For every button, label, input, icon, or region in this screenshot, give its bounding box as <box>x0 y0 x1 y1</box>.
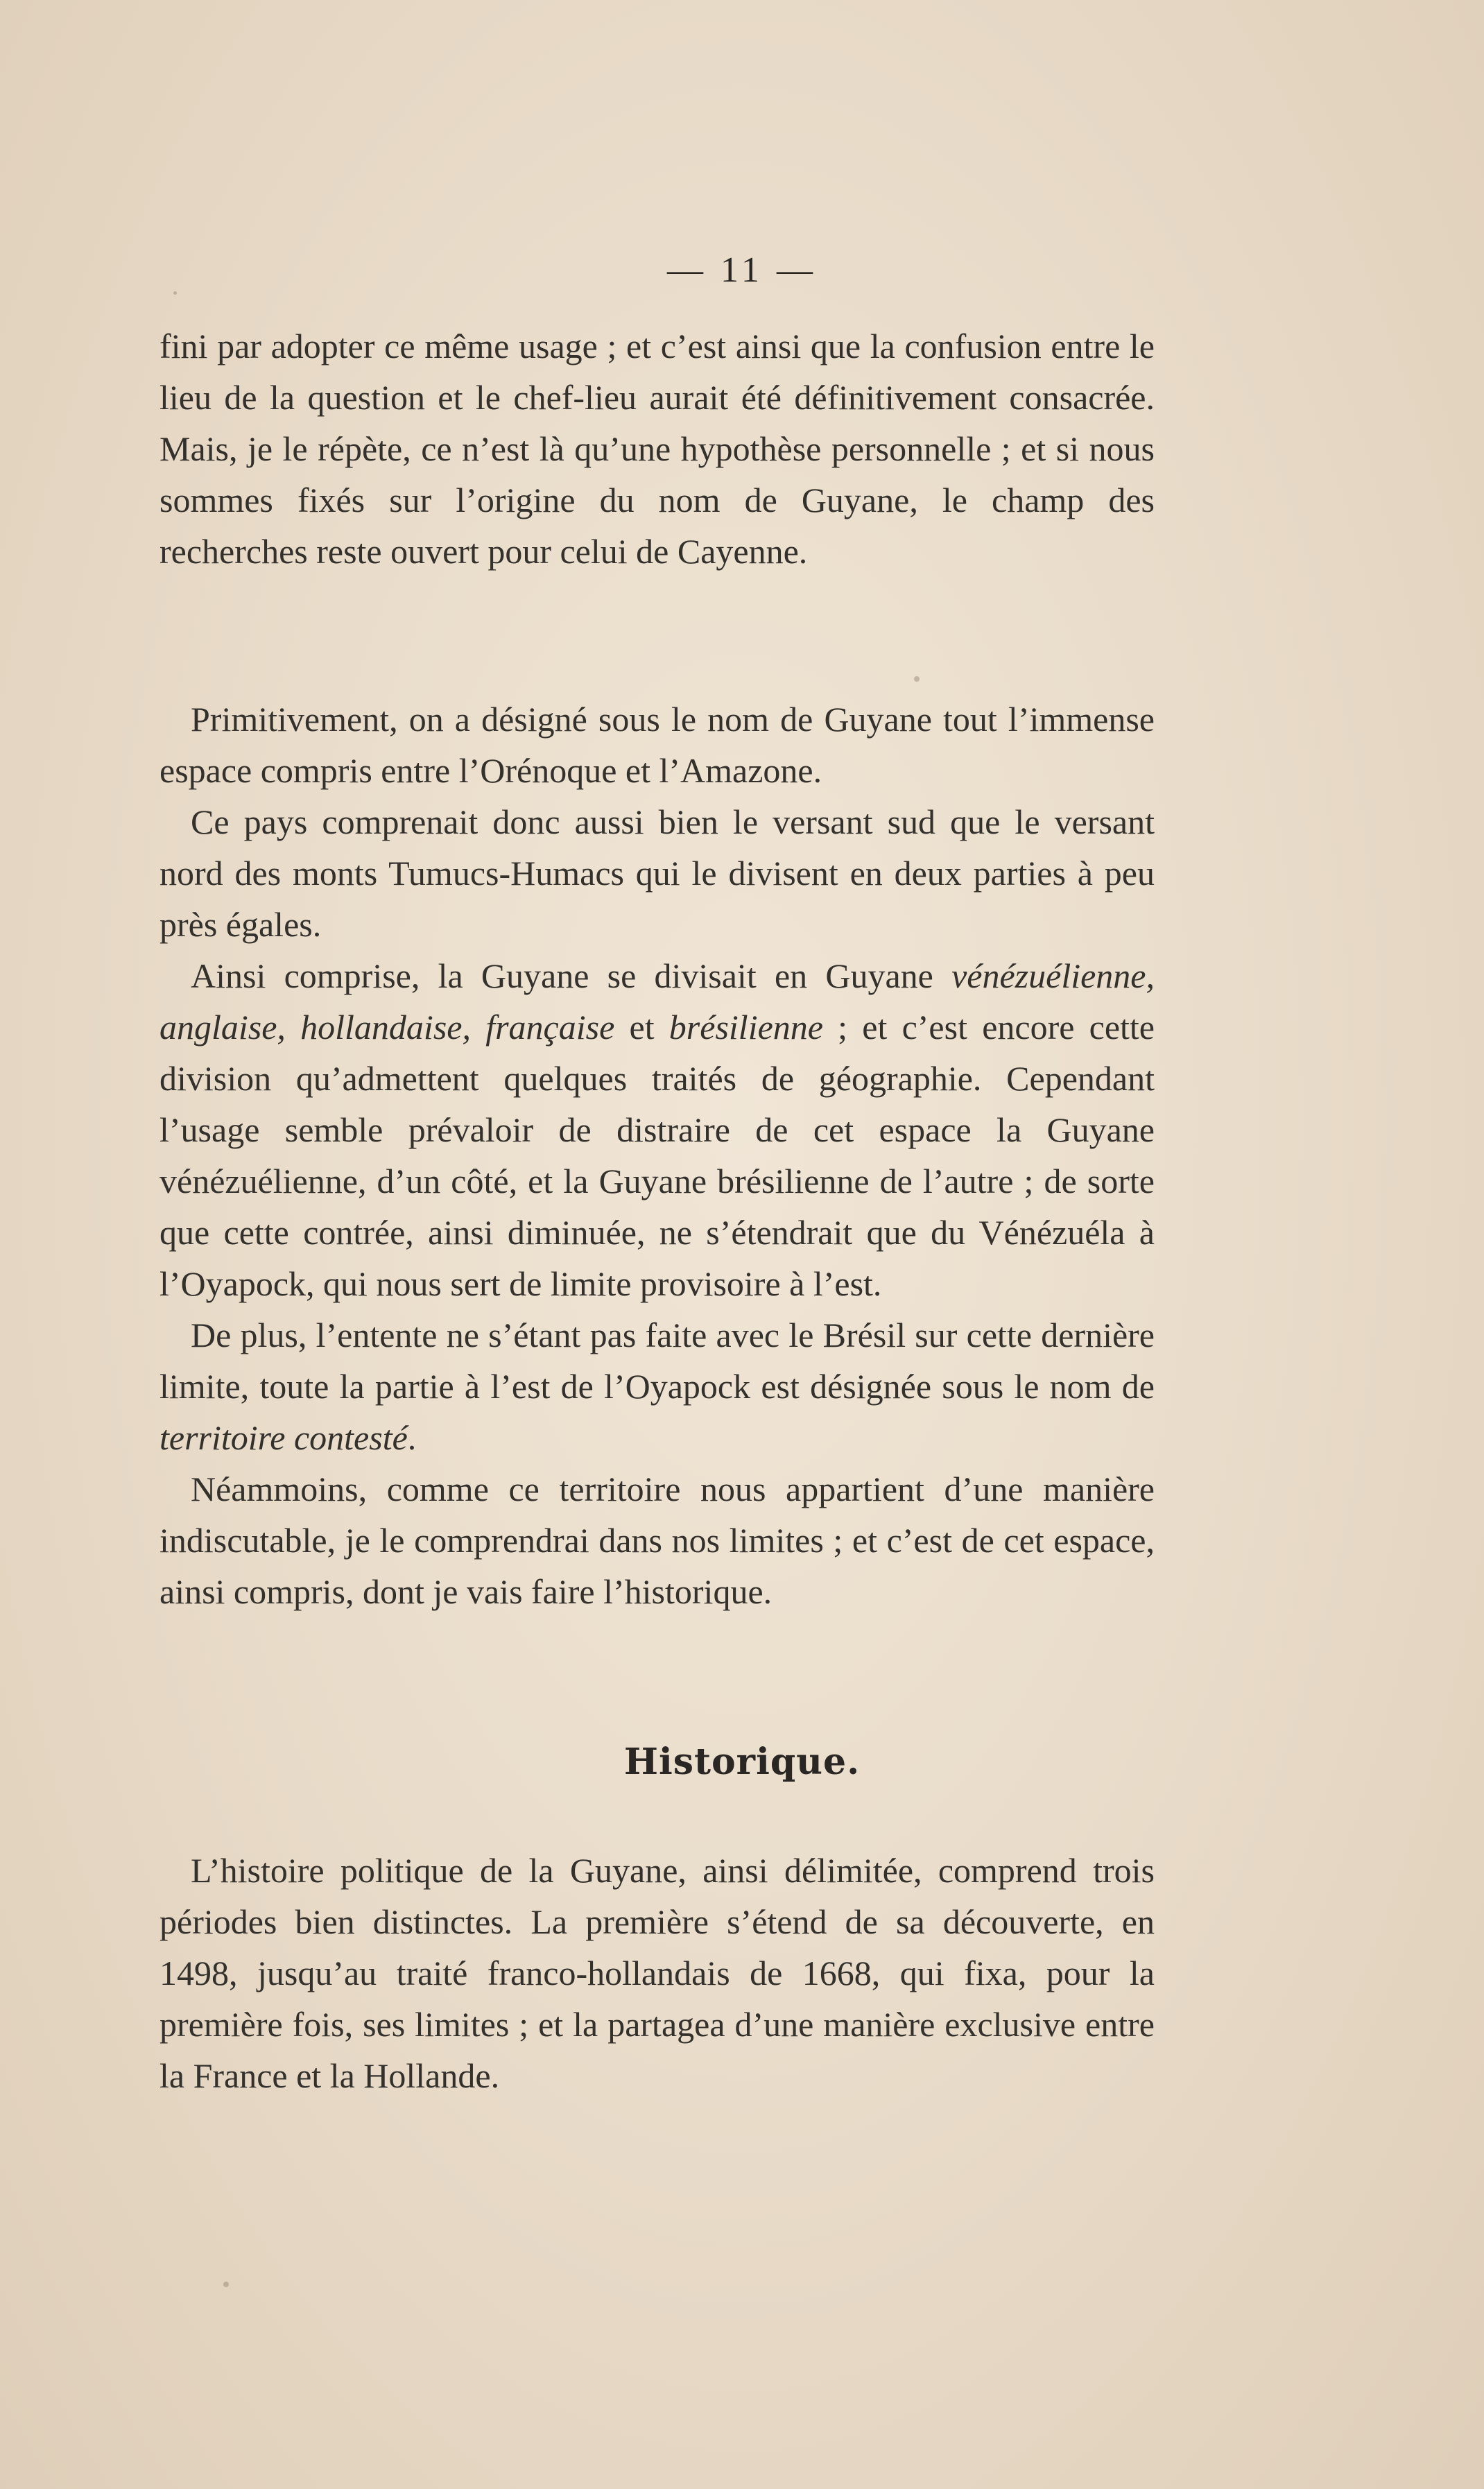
paper-speck <box>173 291 177 295</box>
paper-speck <box>914 676 920 682</box>
paragraph: Primitivement, on a désigné sous le nom de Guyane tout l’immense espace compris entre l’Orénoque et l’Amazone. <box>159 700 1155 790</box>
text-block-bottom <box>159 1845 1155 2101</box>
italic-text: vénézuélienne, anglaise, hollandaise, française <box>159 956 1155 1047</box>
paragraph: fini par adopter ce même usage ; et c’est ainsi que la confusion entre le lieu de la question et le chef-lieu aurait été définitivement consacrée. Mais, je le répète, ce n’est là qu’une hypothèse personnelle ; et si nous sommes fixés sur l’origine du nom de Guyane, le champ des recherches reste ouvert pour celui de Cayenne. <box>159 327 1155 571</box>
text-block-top <box>159 320 1155 577</box>
paragraph-text: . <box>407 1418 417 1457</box>
paragraph: L’histoire politique de la Guyane, ainsi délimitée, comprend trois périodes bien distinctes. La première s’étend de sa découverte, en 1498, jusqu’au traité franco-hollandais de 1668, qui fixa, pour la première fois, ses limites ; et la partagea d’une manière exclusive entre la France et la Hollande. <box>159 1851 1155 2095</box>
paper-speck <box>223 2282 229 2287</box>
section-heading: Historique. <box>623 1741 861 1783</box>
page-number: — 11 — <box>666 250 818 290</box>
paragraph <box>159 950 1155 1309</box>
paragraph: Ce pays comprenait donc aussi bien le versant sud que le versant nord des monts Tumucs-Humacs qui le divisent en deux parties à peu près égales. <box>159 802 1155 944</box>
text-block-middle <box>159 694 1155 1617</box>
paragraph-text: ; et c’est encore cette division qu’admettent quelques traités de géographie. Cependant l’usage semble prévaloir de distraire de cet espace la Guyane vénézuélienne, d’un côté, et la Guyane brésilienne de l’autre ; de sorte que cette contrée, ainsi diminuée, ne s’étendrait que du Vénézuéla à l’Oyapock, qui nous sert de limite provisoire à l’est. <box>159 1008 1155 1303</box>
paragraph-text: De plus, l’entente ne s’étant pas faite avec le Brésil sur cette dernière limite, toute la partie à l’est de l’Oyapock est désignée sous le nom de <box>159 1316 1155 1406</box>
paragraph-text: et <box>614 1008 669 1047</box>
paragraph: Néammoins, comme ce territoire nous appartient d’une manière indiscutable, je le comprendrai dans nos limites ; et c’est de cet espace, ainsi compris, dont je vais faire l’historique. <box>159 1470 1155 1611</box>
paragraph-text: Ainsi comprise, la Guyane se divisait en Guyane <box>191 956 952 995</box>
italic-text: territoire contesté <box>159 1418 408 1457</box>
italic-text: brésilienne <box>668 1008 823 1047</box>
paragraph <box>159 1309 1155 1463</box>
